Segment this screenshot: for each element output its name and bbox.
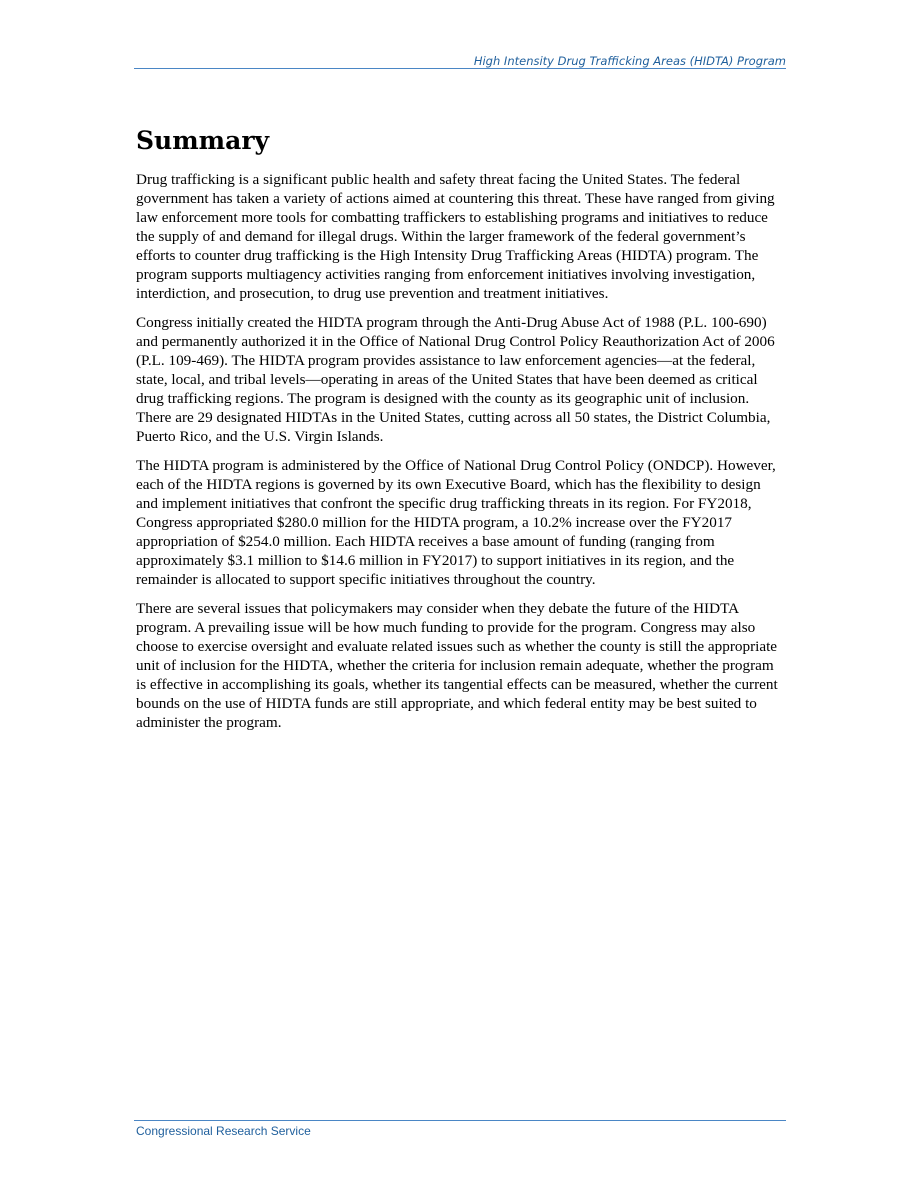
main-content [136, 124, 786, 742]
summary-paragraph-2: Congress initially created the HIDTA program through the Anti-Drug Abuse Act of 1988 (P.L. 100-690) and permanently authorized it in the Office of National Drug Control Policy Reauthorization Act of 2006 (P.L. 109-469). The HIDTA program provides assistance to law enforcement agencies—at the federal, state, local, and tribal levels—operating in areas of the United States that have been deemed as critical drug trafficking regions. The program is designed with the county as its geographic unit of inclusion. There are 29 designated HIDTAs in the United States, cutting across all 50 states, the District Columbia, Puerto Rico, and the U.S. Virgin Islands. [136, 314, 775, 445]
page-title: Summary [136, 126, 270, 155]
header-divider [134, 68, 786, 69]
running-header: High Intensity Drug Trafficking Areas (HIDTA) Program [473, 54, 786, 68]
summary-paragraph-3: The HIDTA program is administered by the Office of National Drug Control Policy (ONDCP). However, each of the HIDTA regions is governed by its own Executive Board, which has the flexibility to design and implement initiatives that confront the specific drug trafficking threats in its region. For FY2018, Congress appropriated $280.0 million for the HIDTA program, a 10.2% increase over the FY2017 appropriation of $254.0 million. Each HIDTA receives a base amount of funding (ranging from approximately $3.1 million to $14.6 million in FY2017) to support initiatives in its region, and the remainder is allocated to support specific initiatives throughout the country. [136, 457, 776, 588]
summary-paragraph-4: There are several issues that policymakers may consider when they debate the future of the HIDTA program. A prevailing issue will be how much funding to provide for the program. Congress may also choose to exercise oversight and evaluate related issues such as whether the county is still the appropriate unit of inclusion for the HIDTA, whether the criteria for inclusion remain adequate, whether the program is effective in accomplishing its goals, whether its tangential effects can be measured, whether the current bounds on the use of HIDTA funds are still appropriate, and which federal entity may be best suited to administer the program. [136, 600, 778, 731]
running-footer: Congressional Research Service [136, 1124, 311, 1138]
footer-divider [134, 1120, 786, 1121]
summary-paragraph-1: Drug trafficking is a significant public health and safety threat facing the United States. The federal government has taken a variety of actions aimed at countering this threat. These have ranged from giving law enforcement more tools for combatting traffickers to establishing programs and initiatives to reduce the supply of and demand for illegal drugs. Within the larger framework of the federal government’s efforts to counter drug trafficking is the High Intensity Drug Trafficking Areas (HIDTA) program. The program supports multiagency activities ranging from enforcement initiatives involving investigation, interdiction, and prosecution, to drug use prevention and treatment initiatives. [136, 171, 775, 302]
